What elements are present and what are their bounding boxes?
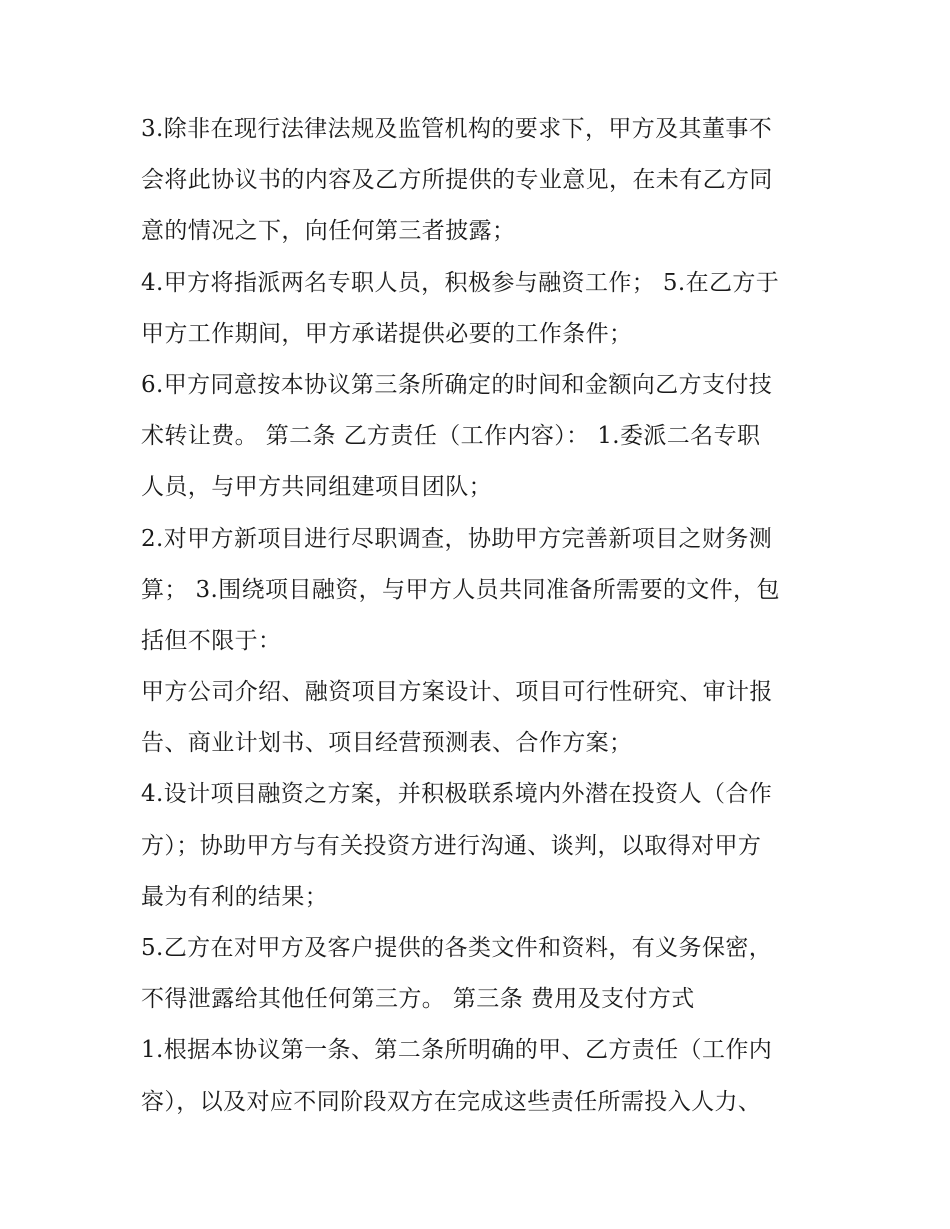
paragraph (141, 1025, 821, 1127)
text-line: 6.甲方同意按本协议第三条所确定的时间和金额向乙方支付技 (141, 371, 773, 398)
text-line: 3.除非在现行法律法规及监管机构的要求下，甲方及其董事不 (141, 116, 773, 142)
text-line: 甲方公司介绍、融资项目方案设计、项目可行性研究、审计报 (141, 679, 773, 706)
paragraph (141, 514, 821, 668)
text-line: 人员，与甲方共同组建项目团队； (141, 474, 492, 501)
document-body (141, 104, 821, 1128)
text-line: 算； 3.围绕项目融资，与甲方人员共同准备所需要的文件，包 (141, 576, 780, 603)
paragraph (141, 667, 821, 769)
paragraph (141, 769, 821, 923)
text-line: 告、商业计划书、项目经营预测表、合作方案； (141, 730, 633, 757)
text-line: 容），以及对应不同阶段双方在完成这些责任所需投入人力、 (141, 1088, 762, 1115)
text-line: 1.根据本协议第一条、第二条所明确的甲、乙方责任（工作内 (141, 1037, 773, 1064)
text-line: 方）；协助甲方与有关投资方进行沟通、谈判，以取得对甲方 (141, 832, 762, 859)
text-line: 4.设计项目融资之方案，并积极联系境内外潜在投资人（合作 (141, 781, 773, 808)
text-line: 最为有利的结果； (141, 883, 329, 910)
paragraph (141, 104, 821, 258)
text-line: 甲方工作期间，甲方承诺提供必要的工作条件； (141, 320, 633, 347)
paragraph (141, 258, 821, 360)
text-line: 2.对甲方新项目进行尽职调查，协助甲方完善新项目之财务测 (141, 525, 773, 552)
text-line: 5.乙方在对甲方及客户提供的各类文件和资料，有义务保密， (141, 935, 773, 961)
text-line: 不得泄露给其他任何第三方。 第三条 费用及支付方式 (141, 986, 695, 1013)
paragraph (141, 360, 821, 514)
text-line: 4.甲方将指派两名专职人员，积极参与融资工作； 5.在乙方于 (141, 269, 780, 296)
paragraph (141, 923, 821, 1025)
text-line: 意的情况之下，向任何第三者披露； (141, 218, 516, 245)
text-line: 括但不限于： (141, 627, 282, 654)
text-line: 会将此协议书的内容及乙方所提供的专业意见，在未有乙方同 (141, 167, 773, 194)
text-line: 术转让费。 第二条 乙方责任（工作内容）： 1.委派二名专职 (141, 423, 761, 450)
